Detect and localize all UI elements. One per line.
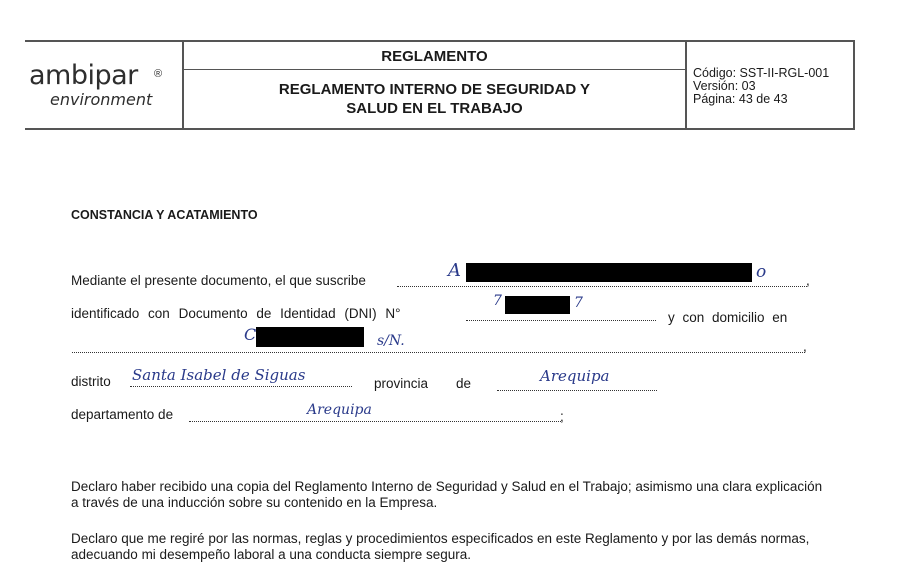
header-top-border — [25, 40, 855, 42]
logo-subtext: environment — [50, 90, 153, 109]
dni-label: identificado con Documento de Identidad (DNI) N° — [71, 306, 401, 321]
province-dotted-line — [497, 390, 657, 391]
department-label: departamento de — [71, 407, 174, 422]
header-border-right — [853, 40, 855, 129]
dni-handwriting-start: 7 — [493, 293, 502, 309]
subscriber-comma: , — [806, 273, 810, 288]
declaration-paragraph-1: Declaro haber recibido una copia del Reglamento Interno de Seguridad y Salud en el Trabajo; asimismo una clara explicación a través de una inducción sobre su contenido en la Empresa. — [71, 479, 823, 510]
document-page-number: Página: 43 de 43 — [693, 92, 788, 106]
district-handwriting: Santa Isabel de Siguas — [132, 366, 306, 384]
district-dotted-line — [130, 386, 352, 387]
document-type: REGLAMENTO — [381, 48, 488, 65]
domicile-label: y con domicilio en — [668, 310, 788, 325]
header-bottom-border — [25, 128, 855, 130]
section-title: CONSTANCIA Y ACATAMIENTO — [71, 208, 258, 222]
dni-dotted-line — [466, 320, 656, 321]
registered-mark: ® — [154, 68, 163, 80]
subscriber-dotted-line — [397, 286, 807, 287]
subscriber-label: Mediante el presente documento, el que suscribe — [71, 273, 366, 288]
document-title-line2: SALUD EN EL TRABAJO — [346, 100, 523, 117]
province-de: de — [456, 376, 472, 391]
address-comma: , — [803, 339, 807, 354]
document-title-line1: REGLAMENTO INTERNO DE SEGURIDAD Y — [278, 81, 591, 98]
dni-handwriting-end: 7 — [574, 295, 583, 311]
subscriber-name-redaction — [466, 263, 752, 282]
document-code: Código: SST-II-RGL-001 — [693, 66, 830, 80]
address-dotted-line — [72, 352, 805, 353]
subscriber-handwriting-end: o — [756, 262, 767, 282]
declaration-paragraph-2: Declaro que me regiré por las normas, reglas y procedimientos especificados en este Reglamento y por las demás normas, adecuando mi desempeño laboral a una conducta siempre segura. — [71, 531, 810, 562]
dni-redaction — [505, 296, 570, 314]
document-version: Versión: 03 — [693, 79, 756, 93]
department-semicolon: ; — [560, 409, 564, 424]
logo-text: ambipar — [29, 60, 138, 91]
province-label: provincia — [374, 376, 429, 391]
department-dotted-line — [189, 421, 561, 422]
header-title-divider — [182, 69, 686, 70]
address-handwriting-start: C — [244, 325, 257, 344]
department-handwriting: Arequipa — [307, 402, 372, 418]
company-logo — [29, 60, 179, 120]
district-label: distrito — [71, 374, 111, 389]
address-handwriting-end: s/N. — [377, 333, 405, 349]
address-redaction — [256, 327, 364, 347]
province-handwriting: Arequipa — [540, 367, 610, 385]
subscriber-handwriting-start: A — [448, 260, 461, 281]
